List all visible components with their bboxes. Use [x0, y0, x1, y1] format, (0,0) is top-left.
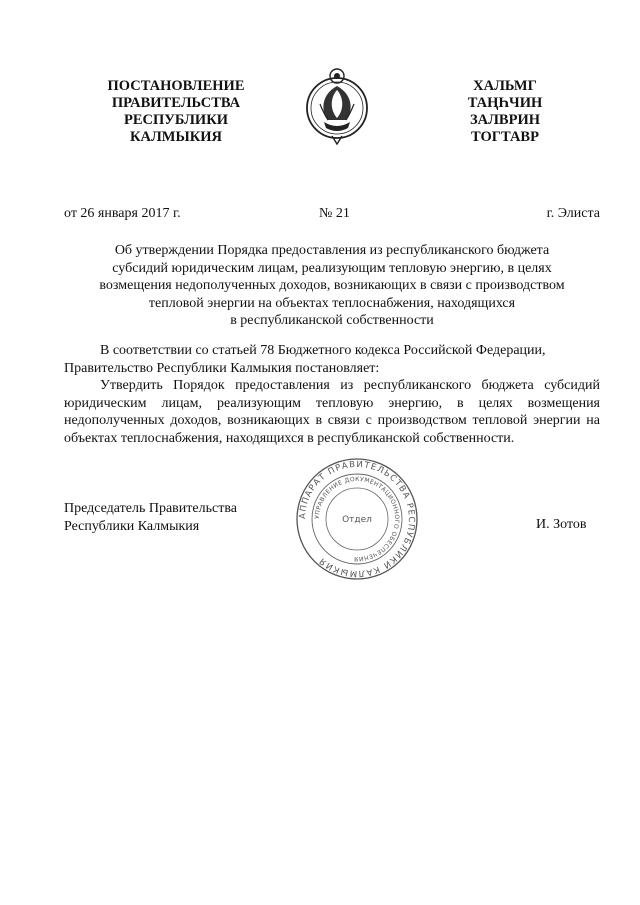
header-left-line: ПРАВИТЕЛЬСТВА — [111, 95, 241, 111]
title-line: в республиканской собственности — [230, 313, 434, 329]
dateline — [64, 206, 600, 224]
header-right-line: ТАҢҺЧИН — [467, 95, 543, 111]
stamp-center-text: Отдел — [342, 515, 372, 525]
document-date: от 26 января 2017 г. — [64, 206, 181, 221]
title-line: Об утверждении Порядка предоставления из республиканского бюджета — [114, 243, 550, 258]
title-line: субсидий юридическим лицам, реализующим тепловую энергию, в целях — [112, 260, 552, 276]
header-right-line: ТОГТАВР — [471, 129, 539, 145]
body-paragraph-1-line-1: В соответствии со статьей 78 Бюджетного кодекса Российской Федерации, — [100, 343, 546, 358]
document-body — [64, 342, 600, 448]
official-stamp — [294, 456, 420, 582]
header-right-line: ЗАЛВРИН — [469, 112, 540, 128]
header-right-title — [450, 78, 560, 146]
header-left-line: КАЛМЫКИЯ — [130, 129, 222, 145]
signatory-position-line: Республики Калмыкия — [64, 518, 200, 534]
document-title — [64, 242, 600, 330]
title-line: возмещения недополученных доходов, возникающих в связи с производством — [99, 278, 565, 294]
document-city: г. Элиста — [546, 206, 600, 221]
signatory-position — [64, 500, 237, 535]
signatory-position-line: Председатель Правительства — [64, 501, 237, 516]
stamp-outer-text: АППАРАТ ПРАВИТЕЛЬСТВА РЕСПУБЛИКИ КАЛМЫКИЯ — [297, 459, 417, 579]
body-paragraph-1-line-2: Правительство Республики Калмыкия постановляет: — [64, 360, 380, 376]
document-number: № 21 — [319, 206, 350, 221]
header-left-line: ПОСТАНОВЛЕНИЕ — [107, 78, 245, 94]
header-left-title — [86, 78, 266, 146]
title-line: тепловой энергии на объектах теплоснабжения, находящихся — [148, 295, 516, 311]
header-right-line: ХАЛЬМГ — [473, 78, 537, 94]
signatory-name: И. Зотов — [536, 517, 587, 532]
body-paragraph-2: Утвердить Порядок предоставления из республиканского бюджета субсидий юридическим лицам, реализующим тепловую энергию, в целях возмещения недополученных доходов, возникающих в связи с производством тепловой энергии на объектах теплоснабжения, находящихся в республиканской собственности. — [64, 378, 600, 446]
stamp-inner-text: УПРАВЛЕНИЕ ДОКУМЕНТАЦИОННОГО ОБЕСПЕЧЕНИЯ — [313, 475, 401, 563]
header-left-line: РЕСПУБЛИКИ — [123, 112, 229, 128]
coat-of-arms-icon — [302, 64, 372, 148]
